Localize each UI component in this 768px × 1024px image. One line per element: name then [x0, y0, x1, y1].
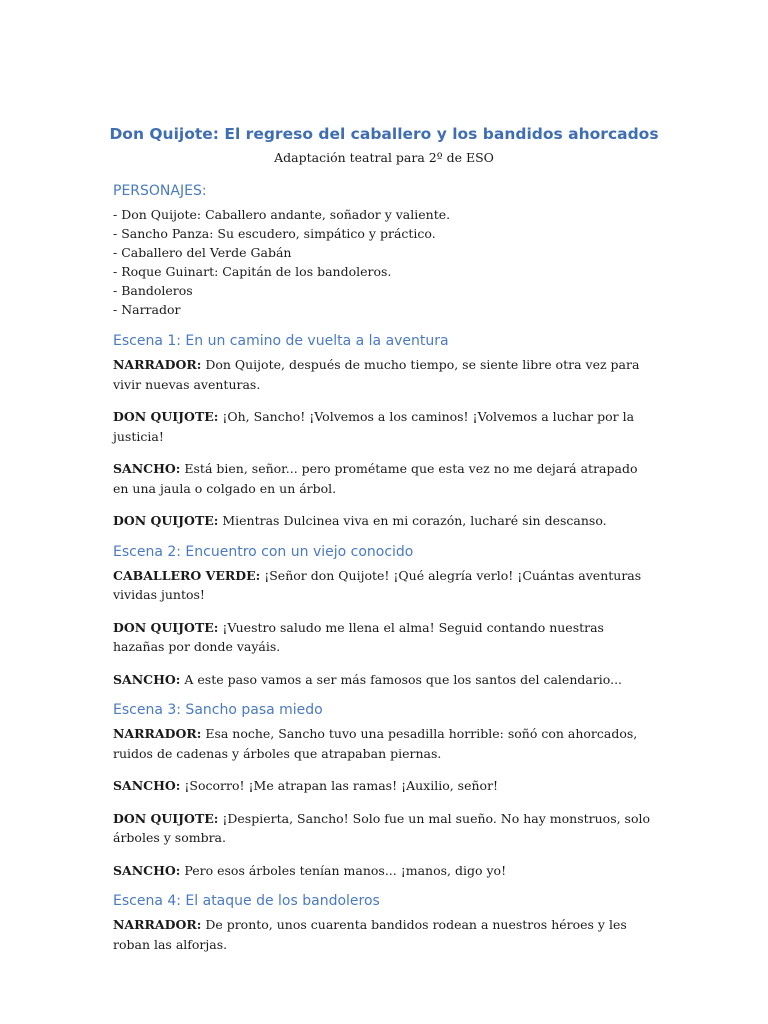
- dialogue-text: Don Quijote, después de mucho tiempo, se siente libre otra vez para vivir nuevas aventuras.: [113, 357, 640, 392]
- dialogue-line: [113, 566, 655, 605]
- dialogue-text: ¡Vuestro saludo me llena el alma! Seguid contando nuestras hazañas por donde vayáis.: [113, 619, 604, 654]
- scene-2: [113, 544, 655, 690]
- scenes-container: [113, 333, 655, 967]
- character-item: - Roque Guinart: Capitán de los bandoleros.: [113, 264, 392, 279]
- dialogue-line: [113, 809, 655, 848]
- scene-4: [113, 893, 655, 954]
- dialogue-line: [113, 407, 655, 446]
- dialogue-text: De pronto, unos cuarenta bandidos rodean a nuestros héroes y les roban las alforjas.: [113, 917, 627, 952]
- speaker-name: SANCHO:: [113, 671, 181, 687]
- scene-heading: Escena 2: Encuentro con un viejo conocido: [113, 543, 414, 560]
- speaker-name: DON QUIJOTE:: [113, 810, 219, 826]
- character-item: - Don Quijote: Caballero andante, soñador y valiente.: [113, 207, 451, 222]
- document-subtitle: Adaptación teatral para 2º de ESO: [274, 150, 494, 165]
- scene-1: [113, 333, 655, 531]
- speaker-name: SANCHO:: [113, 778, 181, 793]
- speaker-name: SANCHO:: [113, 461, 181, 476]
- scene-heading: Escena 1: En un camino de vuelta a la aventura: [113, 333, 449, 349]
- speaker-name: SANCHO:: [113, 862, 181, 878]
- speaker-name: DON QUIJOTE:: [113, 513, 219, 528]
- speaker-name: NARRADOR:: [113, 357, 202, 372]
- dialogue-line: [113, 670, 655, 690]
- dialogue-text: Mientras Dulcinea viva en mi corazón, lucharé sin descanso.: [218, 513, 607, 528]
- dialogue-text: ¡Socorro! ¡Me atrapan las ramas! ¡Auxilio, señor!: [180, 778, 499, 793]
- speaker-name: CABALLERO VERDE:: [113, 567, 261, 583]
- character-list: [113, 205, 450, 319]
- dialogue-text: ¡Señor don Quijote! ¡Qué alegría verlo! ¡Cuántas aventuras vividas juntos!: [113, 567, 642, 602]
- character-item: - Caballero del Verde Gabán: [113, 245, 292, 260]
- character-item: - Bandoleros: [113, 283, 193, 298]
- dialogue-text: ¡Despierta, Sancho! Solo fue un mal sueño. No hay monstruos, solo árboles y sombra.: [113, 810, 651, 845]
- character-item: - Sancho Panza: Su escudero, simpático y práctico.: [113, 226, 436, 241]
- speaker-name: NARRADOR:: [113, 917, 202, 932]
- dialogue-line: [113, 511, 655, 531]
- dialogue-text: Está bien, señor... pero prométame que esta vez no me dejará atrapado en una jaula o colgado en un árbol.: [113, 461, 638, 496]
- dialogue-line: [113, 915, 655, 954]
- speaker-name: DON QUIJOTE:: [113, 409, 219, 424]
- speaker-name: NARRADOR:: [113, 726, 202, 741]
- dialogue-line: [113, 459, 655, 498]
- speaker-name: DON QUIJOTE:: [113, 619, 219, 635]
- dialogue-text: ¡Oh, Sancho! ¡Volvemos a los caminos! ¡Volvemos a luchar por la justicia!: [113, 409, 635, 444]
- personajes-heading: PERSONAJES:: [113, 183, 207, 199]
- document-title: Don Quijote: El regreso del caballero y los bandidos ahorcados: [109, 125, 659, 143]
- dialogue-line: [113, 618, 655, 657]
- dialogue-text: A este paso vamos a ser más famosos que los santos del calendario...: [180, 671, 623, 687]
- dialogue-line: [113, 724, 655, 763]
- scene-heading: Escena 3: Sancho pasa miedo: [113, 702, 323, 718]
- scene-3: [113, 702, 655, 880]
- dialogue-text: Esa noche, Sancho tuvo una pesadilla horrible: soñó con ahorcados, ruidos de cadenas y árboles que atrapaban piernas.: [113, 726, 638, 761]
- dialogue-text: Pero esos árboles tenían manos... ¡manos, digo yo!: [180, 862, 507, 878]
- dialogue-line: [113, 776, 655, 796]
- dialogue-line: [113, 861, 655, 881]
- scene-heading: Escena 4: El ataque de los bandoleros: [113, 893, 380, 909]
- dialogue-line: [113, 355, 655, 394]
- character-item: - Narrador: [113, 302, 181, 317]
